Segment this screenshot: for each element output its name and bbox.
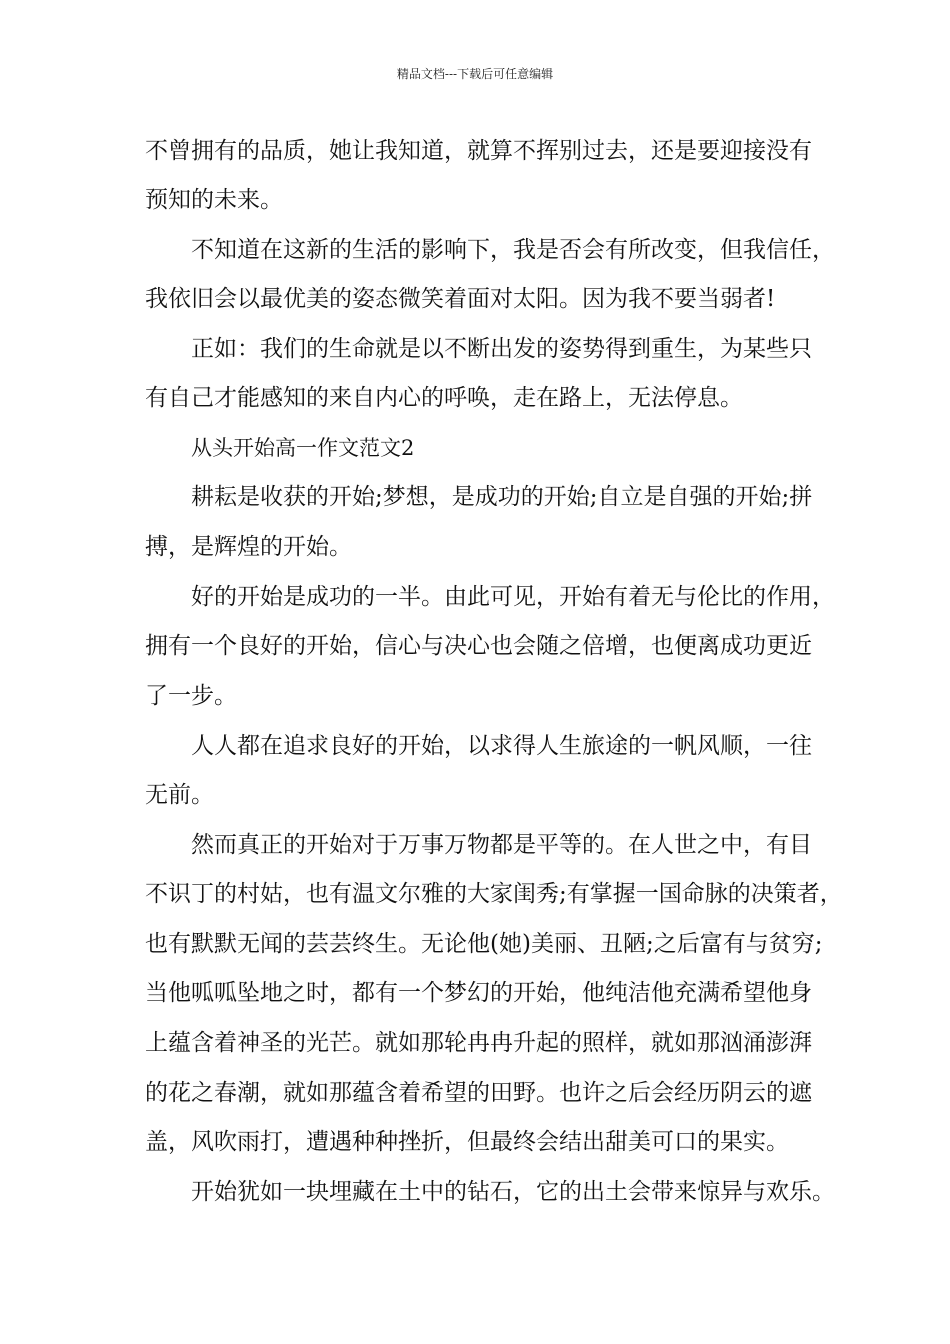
paragraph-line: 耕耘是收获的开始;梦想，是成功的开始;自立是自强的开始;拼 [191,484,813,510]
paragraph-line: 然而真正的开始对于万事万物都是平等的。在人世之中，有目 [191,832,812,858]
paragraph-line: 也有默默无闻的芸芸终生。无论他(她)美丽、丑陋;之后富有与贫穷; [145,931,823,957]
paragraph-line: 开始犹如一块埋藏在土中的钻石，它的出土会带来惊异与欢乐。 [191,1179,835,1205]
paragraph-line: 不曾拥有的品质，她让我知道，就算不挥别过去，还是要迎接没有 [145,138,812,164]
paragraph-line: 上蕴含着神圣的光芒。就如那轮冉冉升起的照样，就如那汹涌澎湃 [145,1030,812,1056]
page-header: 精品文档---下载后可任意编辑 [396,67,554,81]
paragraph-line: 拥有一个良好的开始，信心与决心也会随之倍增，也便离成功更近 [145,633,812,659]
paragraph-line: 当他呱呱坠地之时，都有一个梦幻的开始，他纯洁他充满希望他身 [145,980,812,1006]
paragraph-line: 搏，是辉煌的开始。 [145,534,352,560]
paragraph-line: 无前。 [145,782,214,808]
paragraph-line: 有自己才能感知的来自内心的呼唤，走在路上，无法停息。 [145,385,743,411]
paragraph-line: 不识丁的村姑，也有温文尔雅的大家闺秀;有掌握一国命脉的决策者， [145,881,843,907]
paragraph-line: 正如：我们的生命就是以不断出发的姿势得到重生，为某些只 [191,336,812,362]
paragraph-line: 预知的未来。 [145,187,283,213]
paragraph-line: 人人都在追求良好的开始，以求得人生旅途的一帆风顺，一往 [191,733,812,759]
section-title: 从头开始高一作文范文2 [191,436,415,460]
paragraph-line: 不知道在这新的生活的影响下，我是否会有所改变，但我信任， [191,237,835,263]
paragraph-line: 好的开始是成功的一半。由此可见，开始有着无与伦比的作用， [191,584,835,610]
paragraph-line: 盖，风吹雨打，遭遇种种挫折，但最终会结出甜美可口的果实。 [145,1129,789,1155]
paragraph-line: 的花之春潮，就如那蕴含着希望的田野。也许之后会经历阴云的遮 [145,1080,812,1106]
paragraph-line: 我依旧会以最优美的姿态微笑着面对太阳。因为我不要当弱者! [145,286,776,312]
paragraph-line: 了一步。 [145,683,237,709]
